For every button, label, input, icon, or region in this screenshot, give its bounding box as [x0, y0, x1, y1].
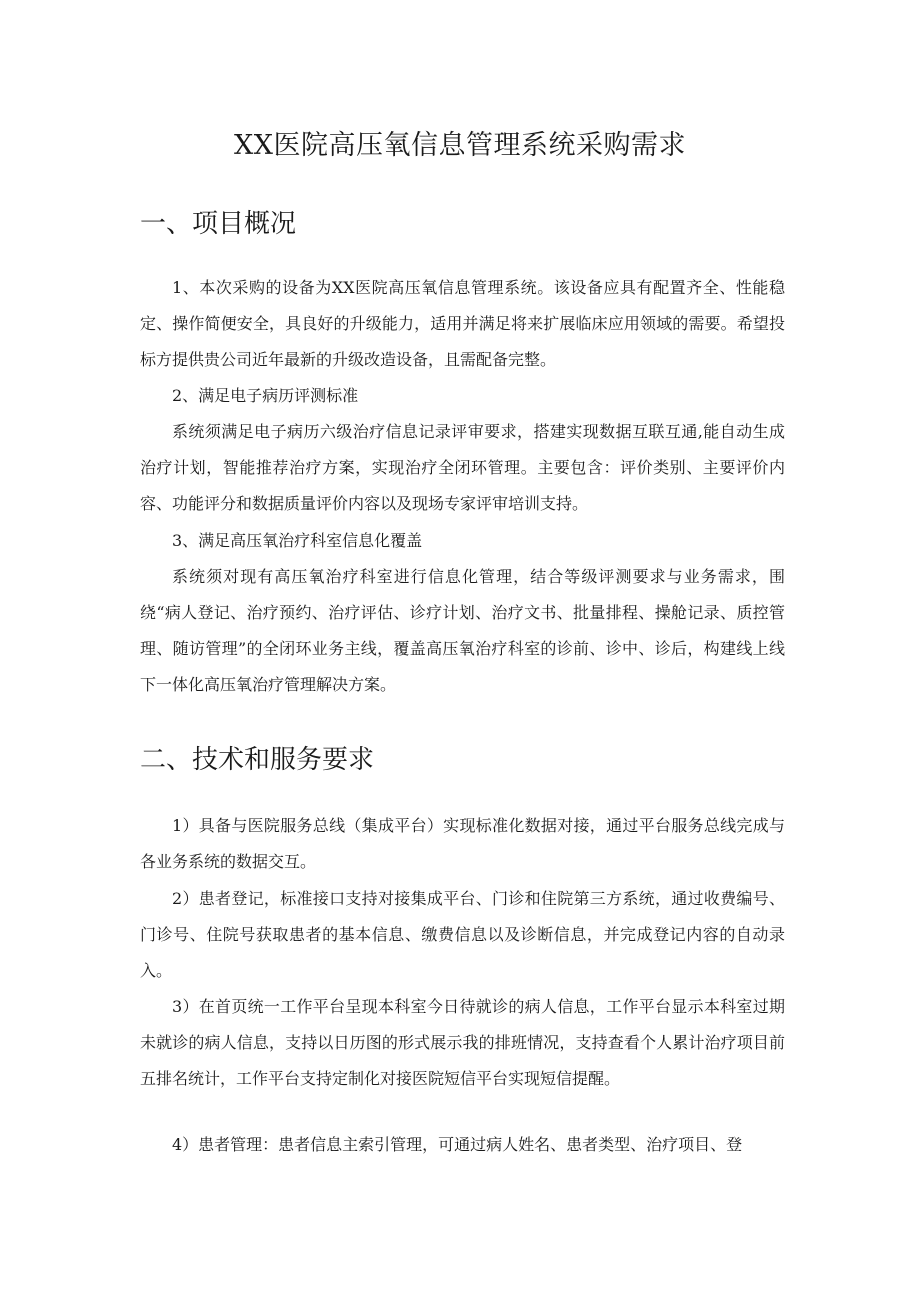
overview-item-3-title: 3、满足高压氧治疗科室信息化覆盖: [172, 531, 423, 550]
overview-item-3-body: 系统须对现有高压氧治疗科室进行信息化管理，结合等级评测要求与业务需求，围绕“病人登记、治疗预约、治疗评估、诊疗计划、治疗文书、批量排程、操舱记录、质控管理、随访管理”的全闭环业务主线，覆盖高压氧治疗科室的诊前、诊中、诊后，构建线上线下一体化高压氧治疗管理解决方案。: [140, 567, 785, 694]
section-heading-requirements: 二、技术和服务要求: [140, 745, 375, 775]
section-heading-overview: 一、项目概况: [140, 209, 297, 239]
overview-item-2-body: 系统须满足电子病历六级治疗信息记录评审要求，搭建实现数据互联互通,能自动生成治疗计划，智能推荐治疗方案，实现治疗全闭环管理。主要包含：评价类别、主要评价内容、功能评分和数据质量评价内容以及现场专家评审培训支持。: [140, 422, 785, 513]
overview-item-1: 1、本次采购的设备为XX医院高压氧信息管理系统。该设备应具有配置齐全、性能稳定、操作简便安全，具良好的升级能力，适用并满足将来扩展临床应用领域的需要。希望投标方提供贵公司近年最新的升级改造设备，且需配备完整。: [140, 278, 785, 369]
requirement-3: 3）在首页统一工作平台呈现本科室今日待就诊的病人信息，工作平台显示本科室过期未就诊的病人信息，支持以日历图的形式展示我的排班情况，支持查看个人累计治疗项目前五排名统计，工作平台支持定制化对接医院短信平台实现短信提醒。: [140, 997, 785, 1088]
overview-item-2-title: 2、满足电子病历评测标准: [172, 386, 359, 405]
requirement-2: 2）患者登记，标准接口支持对接集成平台、门诊和住院第三方系统，通过收费编号、门诊号、住院号获取患者的基本信息、缴费信息以及诊断信息，并完成登记内容的自动录入。: [140, 889, 785, 980]
requirement-1: 1）具备与医院服务总线（集成平台）实现标准化数据对接，通过平台服务总线完成与各业务系统的数据交互。: [140, 816, 785, 871]
requirement-4: 4）患者管理：患者信息主索引管理，可通过病人姓名、患者类型、治疗项目、登: [172, 1135, 743, 1154]
document-title: XX医院高压氧信息管理系统采购需求: [234, 130, 686, 161]
